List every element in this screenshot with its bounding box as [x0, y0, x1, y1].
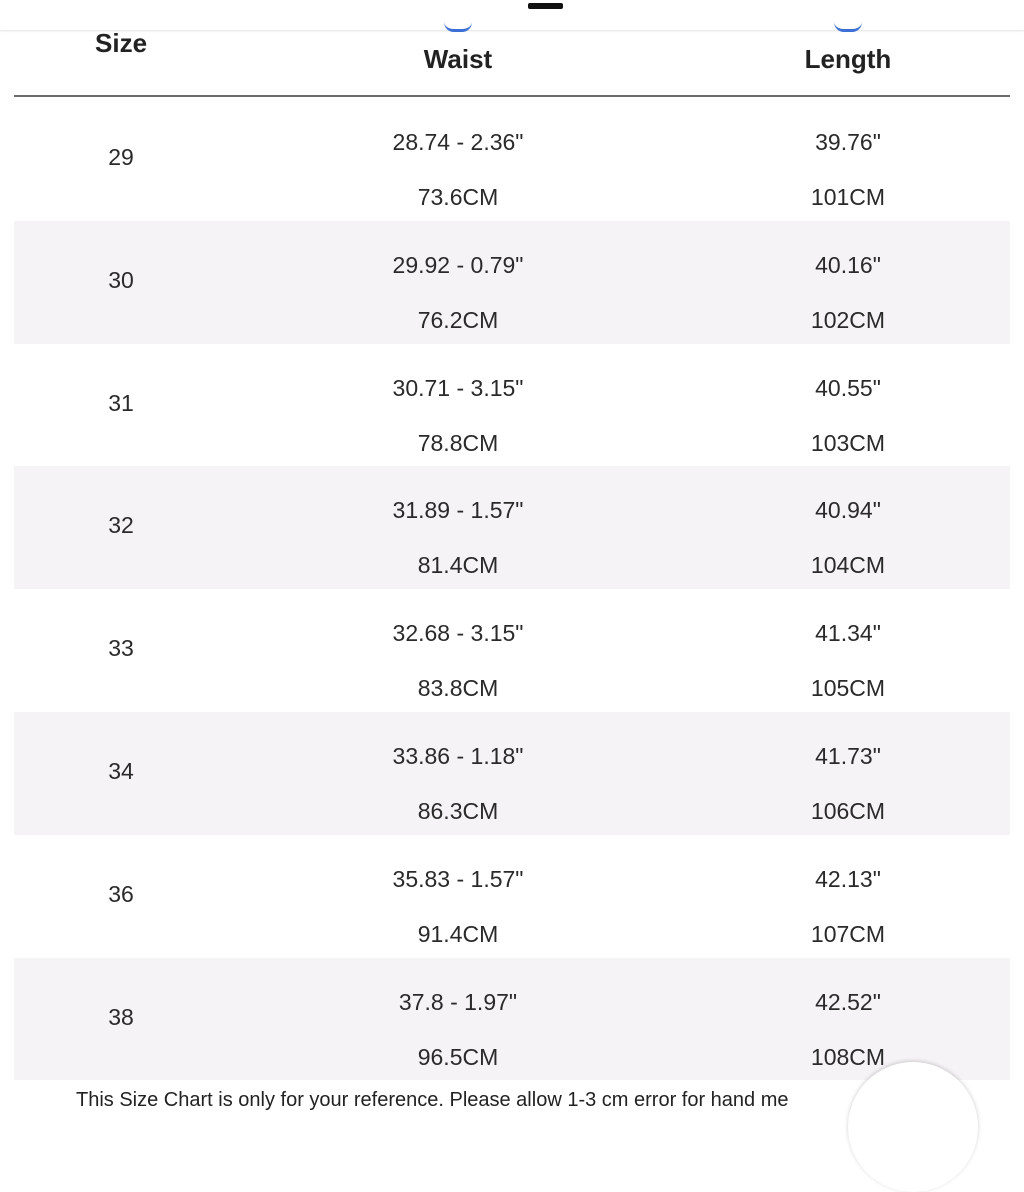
- table-row: [14, 589, 1010, 712]
- size-cell: 29: [108, 144, 134, 170]
- waist-inches-cell: 37.8 - 1.97": [398, 988, 518, 1015]
- length-cm-cell: 104CM: [810, 552, 886, 579]
- waist-cm-cell: 96.5CM: [417, 1043, 499, 1070]
- waist-inches-cell: 29.92 - 0.79": [392, 251, 524, 278]
- length-inches-cell: 41.34": [815, 620, 881, 647]
- waist-cm-cell: 78.8CM: [417, 429, 499, 456]
- table-row: [14, 221, 1010, 344]
- waist-inches-cell: 35.83 - 1.57": [392, 865, 524, 892]
- waist-cm-cell: 86.3CM: [417, 797, 499, 824]
- waist-cm-cell: 81.4CM: [417, 552, 499, 579]
- size-cell: 34: [108, 757, 134, 784]
- table-row: [14, 835, 1010, 958]
- floating-action-button[interactable]: [848, 1062, 978, 1192]
- size-cell: 32: [108, 512, 134, 539]
- table-row: [14, 466, 1010, 589]
- size-table-body: [14, 98, 1010, 1080]
- length-cm-cell: 106CM: [810, 797, 886, 824]
- length-cm-cell: 108CM: [810, 1043, 886, 1070]
- table-row: [14, 712, 1010, 835]
- size-cell: 36: [108, 880, 134, 907]
- table-row: [14, 958, 1010, 1081]
- waist-inches-cell: 28.74 - 2.36": [392, 129, 524, 155]
- table-row: [14, 344, 1010, 467]
- waist-cm-cell: 83.8CM: [417, 675, 499, 702]
- waist-indicator-icon: [444, 22, 472, 32]
- length-inches-cell: 41.73": [815, 742, 881, 769]
- size-cell: 30: [108, 266, 134, 293]
- length-cm-cell: 101CM: [810, 184, 886, 210]
- waist-cm-cell: 76.2CM: [417, 306, 499, 333]
- header-size: Size: [95, 28, 148, 58]
- size-cell: 38: [108, 1003, 134, 1030]
- size-cell: 31: [108, 389, 134, 416]
- length-inches-cell: 42.52": [815, 988, 881, 1015]
- length-inches-cell: 39.76": [815, 129, 881, 155]
- length-cm-cell: 103CM: [810, 429, 886, 456]
- length-indicator-icon: [834, 22, 862, 32]
- waist-inches-cell: 30.71 - 3.15": [392, 374, 524, 401]
- waist-inches-cell: 32.68 - 3.15": [392, 620, 524, 647]
- header-waist: Waist: [423, 44, 493, 74]
- length-inches-cell: 40.16": [815, 251, 881, 278]
- waist-inches-cell: 33.86 - 1.18": [392, 742, 524, 769]
- length-inches-cell: 42.13": [815, 865, 881, 892]
- waist-cm-cell: 91.4CM: [417, 920, 499, 947]
- top-bar: [0, 0, 1024, 30]
- header-divider: [14, 95, 1010, 97]
- drag-handle[interactable]: [528, 3, 563, 9]
- length-inches-cell: 40.94": [815, 497, 881, 524]
- size-chart-disclaimer: This Size Chart is only for your reference. Please allow 1-3 cm error for hand me: [76, 1089, 789, 1111]
- length-cm-cell: 102CM: [810, 306, 886, 333]
- length-cm-cell: 107CM: [810, 920, 886, 947]
- waist-cm-cell: 73.6CM: [417, 184, 499, 210]
- header-length: Length: [804, 44, 892, 74]
- table-row: [14, 98, 1010, 221]
- length-cm-cell: 105CM: [810, 675, 886, 702]
- waist-inches-cell: 31.89 - 1.57": [392, 497, 524, 524]
- length-inches-cell: 40.55": [815, 374, 881, 401]
- size-cell: 33: [108, 635, 134, 662]
